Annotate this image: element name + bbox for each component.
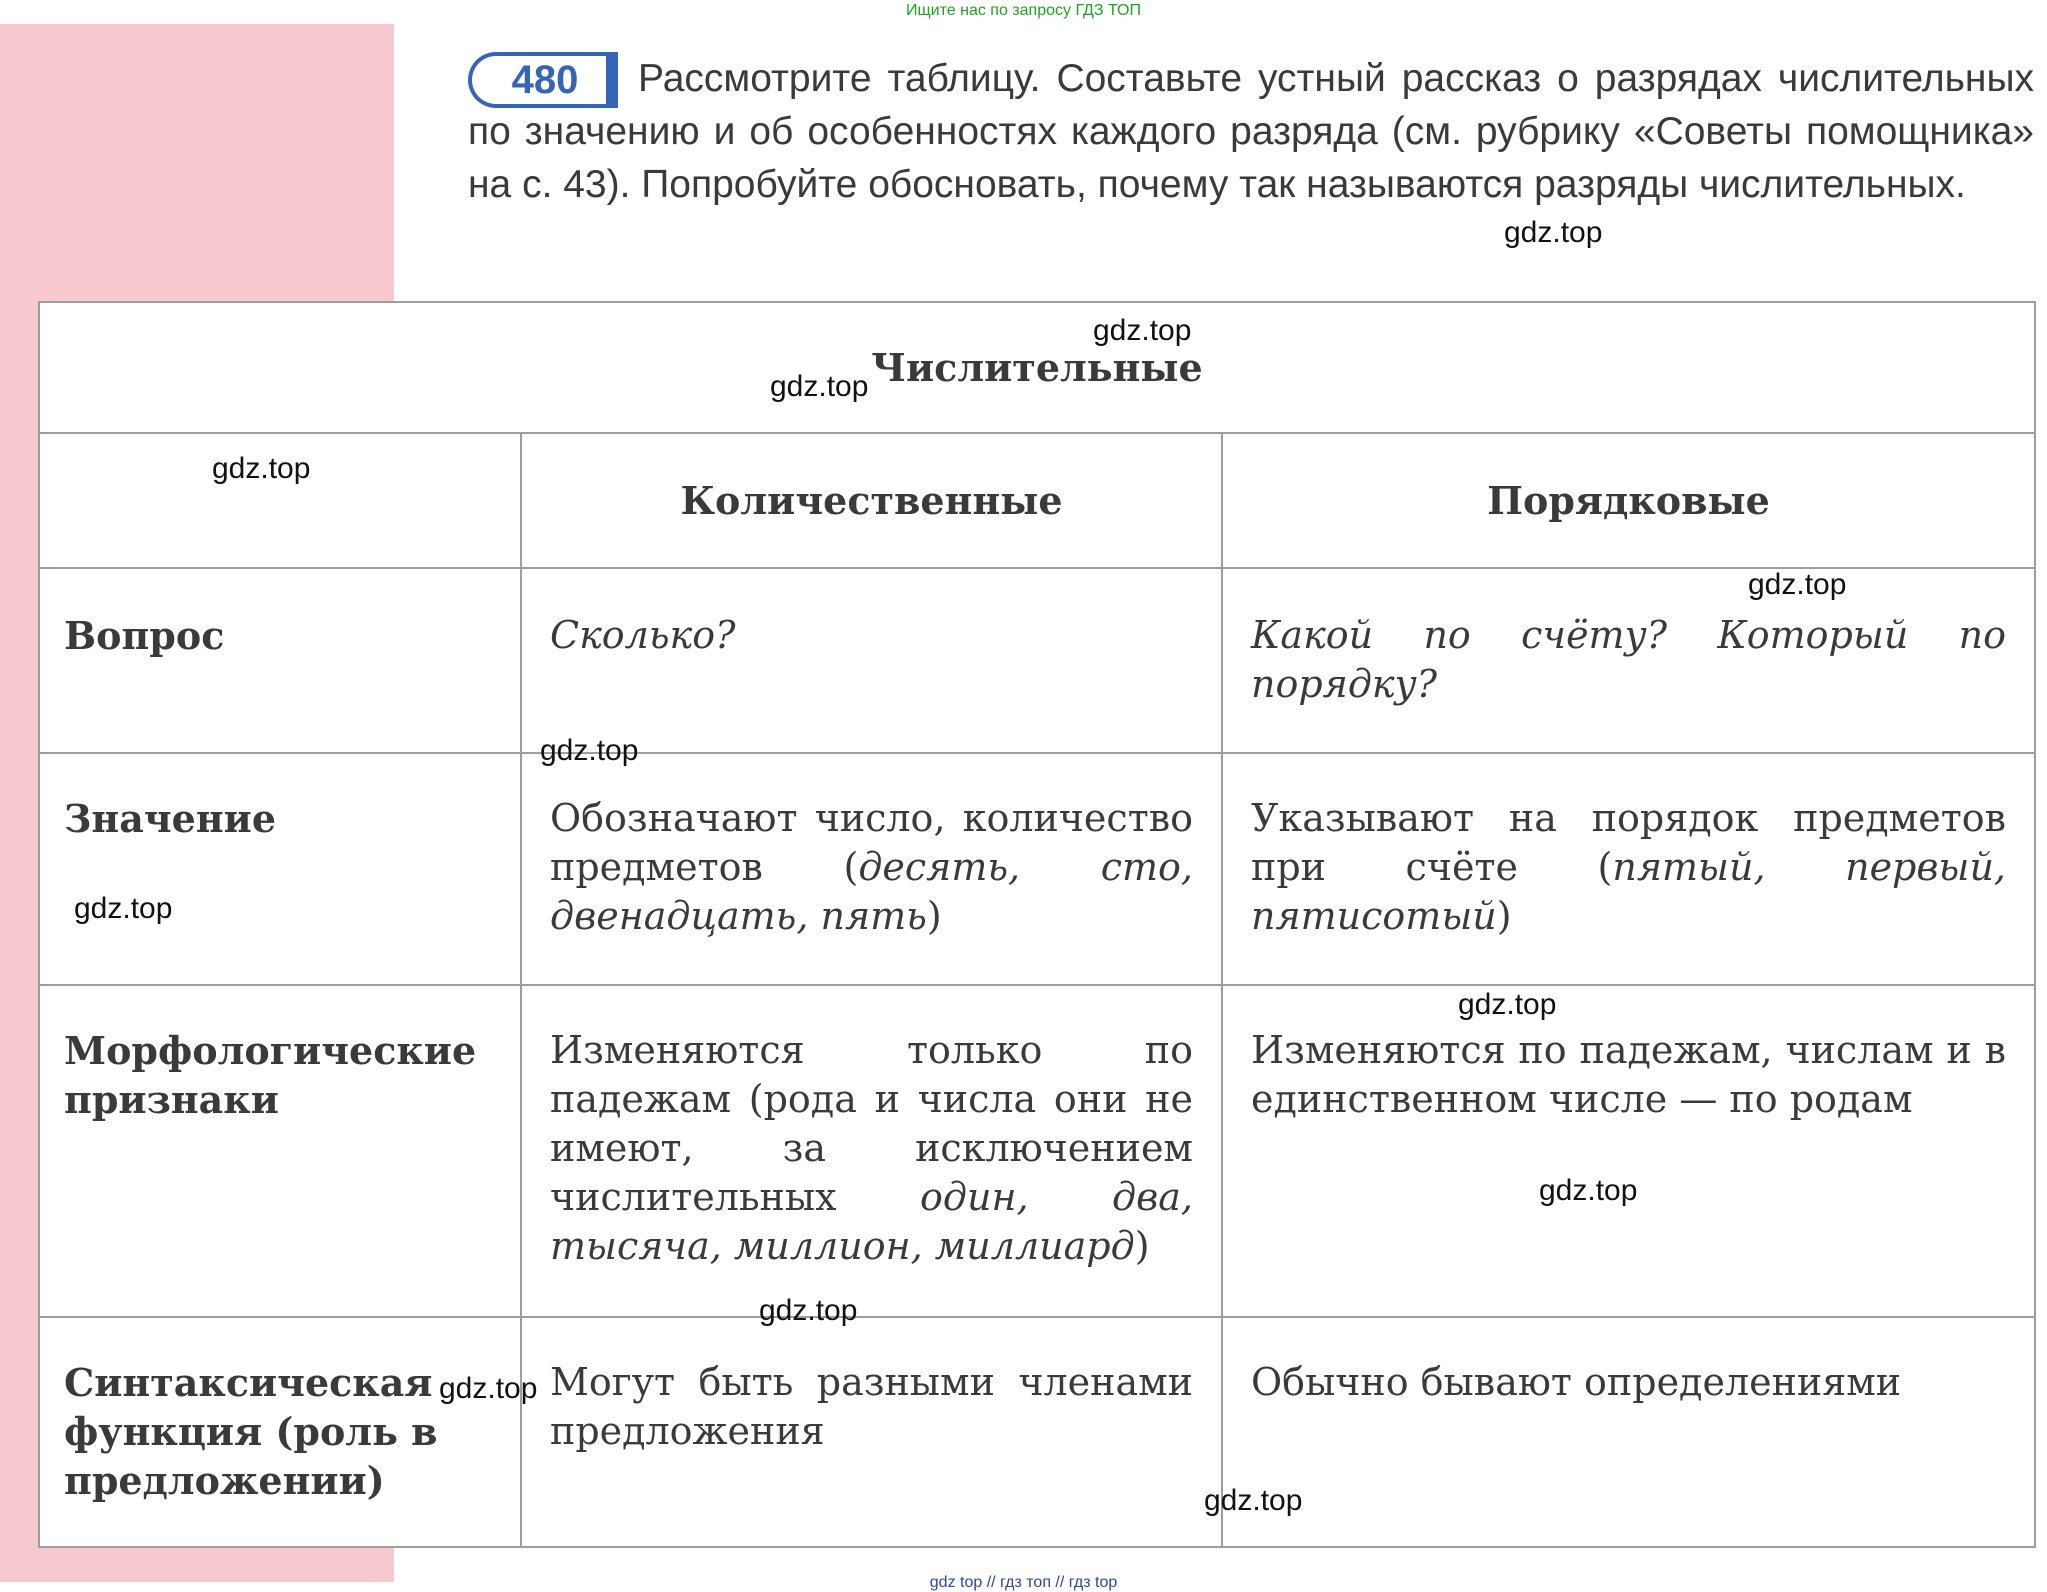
- row-label-syntax: Синтаксическая функция (роль в предложении): [39, 1317, 521, 1547]
- top-banner[interactable]: Ищите нас по запросу ГДЗ ТОП: [906, 2, 1141, 19]
- watermark: gdz.top: [1458, 988, 1557, 1021]
- task-number-bar: [606, 52, 618, 108]
- task-number: 480: [468, 52, 618, 108]
- watermark: gdz.top: [212, 452, 311, 485]
- meaning-ordinal-examples: пятый, первый, пятисотый: [1251, 845, 2007, 938]
- cell-question-cardinal: Сколько?: [521, 568, 1222, 753]
- cell-meaning-cardinal: [521, 753, 1222, 985]
- table-title: Числительные: [39, 302, 2035, 433]
- watermark: gdz.top: [439, 1372, 538, 1405]
- row-label-morphology: Морфологические признаки: [39, 985, 521, 1317]
- watermark: gdz.top: [74, 892, 173, 925]
- col-header-cardinal: Количественные: [521, 433, 1222, 568]
- cell-question-ordinal: Какой по счёту? Который по порядку?: [1222, 568, 2035, 753]
- bottom-banner[interactable]: gdz top // гдз топ // гдз top: [929, 1574, 1118, 1591]
- morphology-cardinal-end: ): [1134, 1224, 1150, 1268]
- cell-syntax-ordinal: Обычно бывают определениями: [1222, 1317, 2035, 1547]
- numerals-table: [38, 301, 2036, 1548]
- cell-meaning-ordinal: [1222, 753, 2035, 985]
- watermark: gdz.top: [770, 370, 869, 403]
- meaning-ordinal-end: ): [1496, 894, 1512, 938]
- meaning-ordinal-text: Указывают на порядок предметов при счёте (: [1251, 796, 2006, 889]
- watermark: gdz.top: [1748, 568, 1847, 601]
- watermark: gdz.top: [1093, 314, 1192, 347]
- task-instruction: Рассмотрите таблицу. Составьте устный рассказ о разрядах числительных по значению и об особенностях каждого разряда (см. рубрику «Советы помощника» на с. 43). Попробуйте обосновать, почему так называются разряды числительных.: [468, 57, 2034, 206]
- cell-morphology-cardinal: [521, 985, 1222, 1317]
- watermark: gdz.top: [1504, 216, 1603, 249]
- watermark: gdz.top: [1539, 1174, 1638, 1207]
- meaning-cardinal-examples: десять, сто, двенадцать, пять: [550, 845, 1193, 938]
- row-label-meaning: Значение: [39, 753, 521, 985]
- morphology-cardinal-text: Изменяются только по падежам (рода и числа они не имеют, за исключением числительных: [550, 1028, 1193, 1219]
- morphology-cardinal-examples: один, два, тысяча, миллион, миллиард: [550, 1175, 1193, 1268]
- watermark: gdz.top: [759, 1294, 858, 1327]
- watermark: gdz.top: [540, 734, 639, 767]
- cell-syntax-cardinal: Могут быть разными членами предложения: [521, 1317, 1222, 1547]
- row-label-question: Вопрос: [39, 568, 521, 753]
- col-header-ordinal: Порядковые: [1222, 433, 2035, 568]
- meaning-cardinal-text: Обозначают число, количество предметов (: [550, 796, 1193, 889]
- meaning-cardinal-end: ): [926, 894, 942, 938]
- cell-morphology-ordinal: Изменяются по падежам, числам и в единственном числе — по родам: [1222, 985, 2035, 1317]
- watermark: gdz.top: [1204, 1484, 1303, 1517]
